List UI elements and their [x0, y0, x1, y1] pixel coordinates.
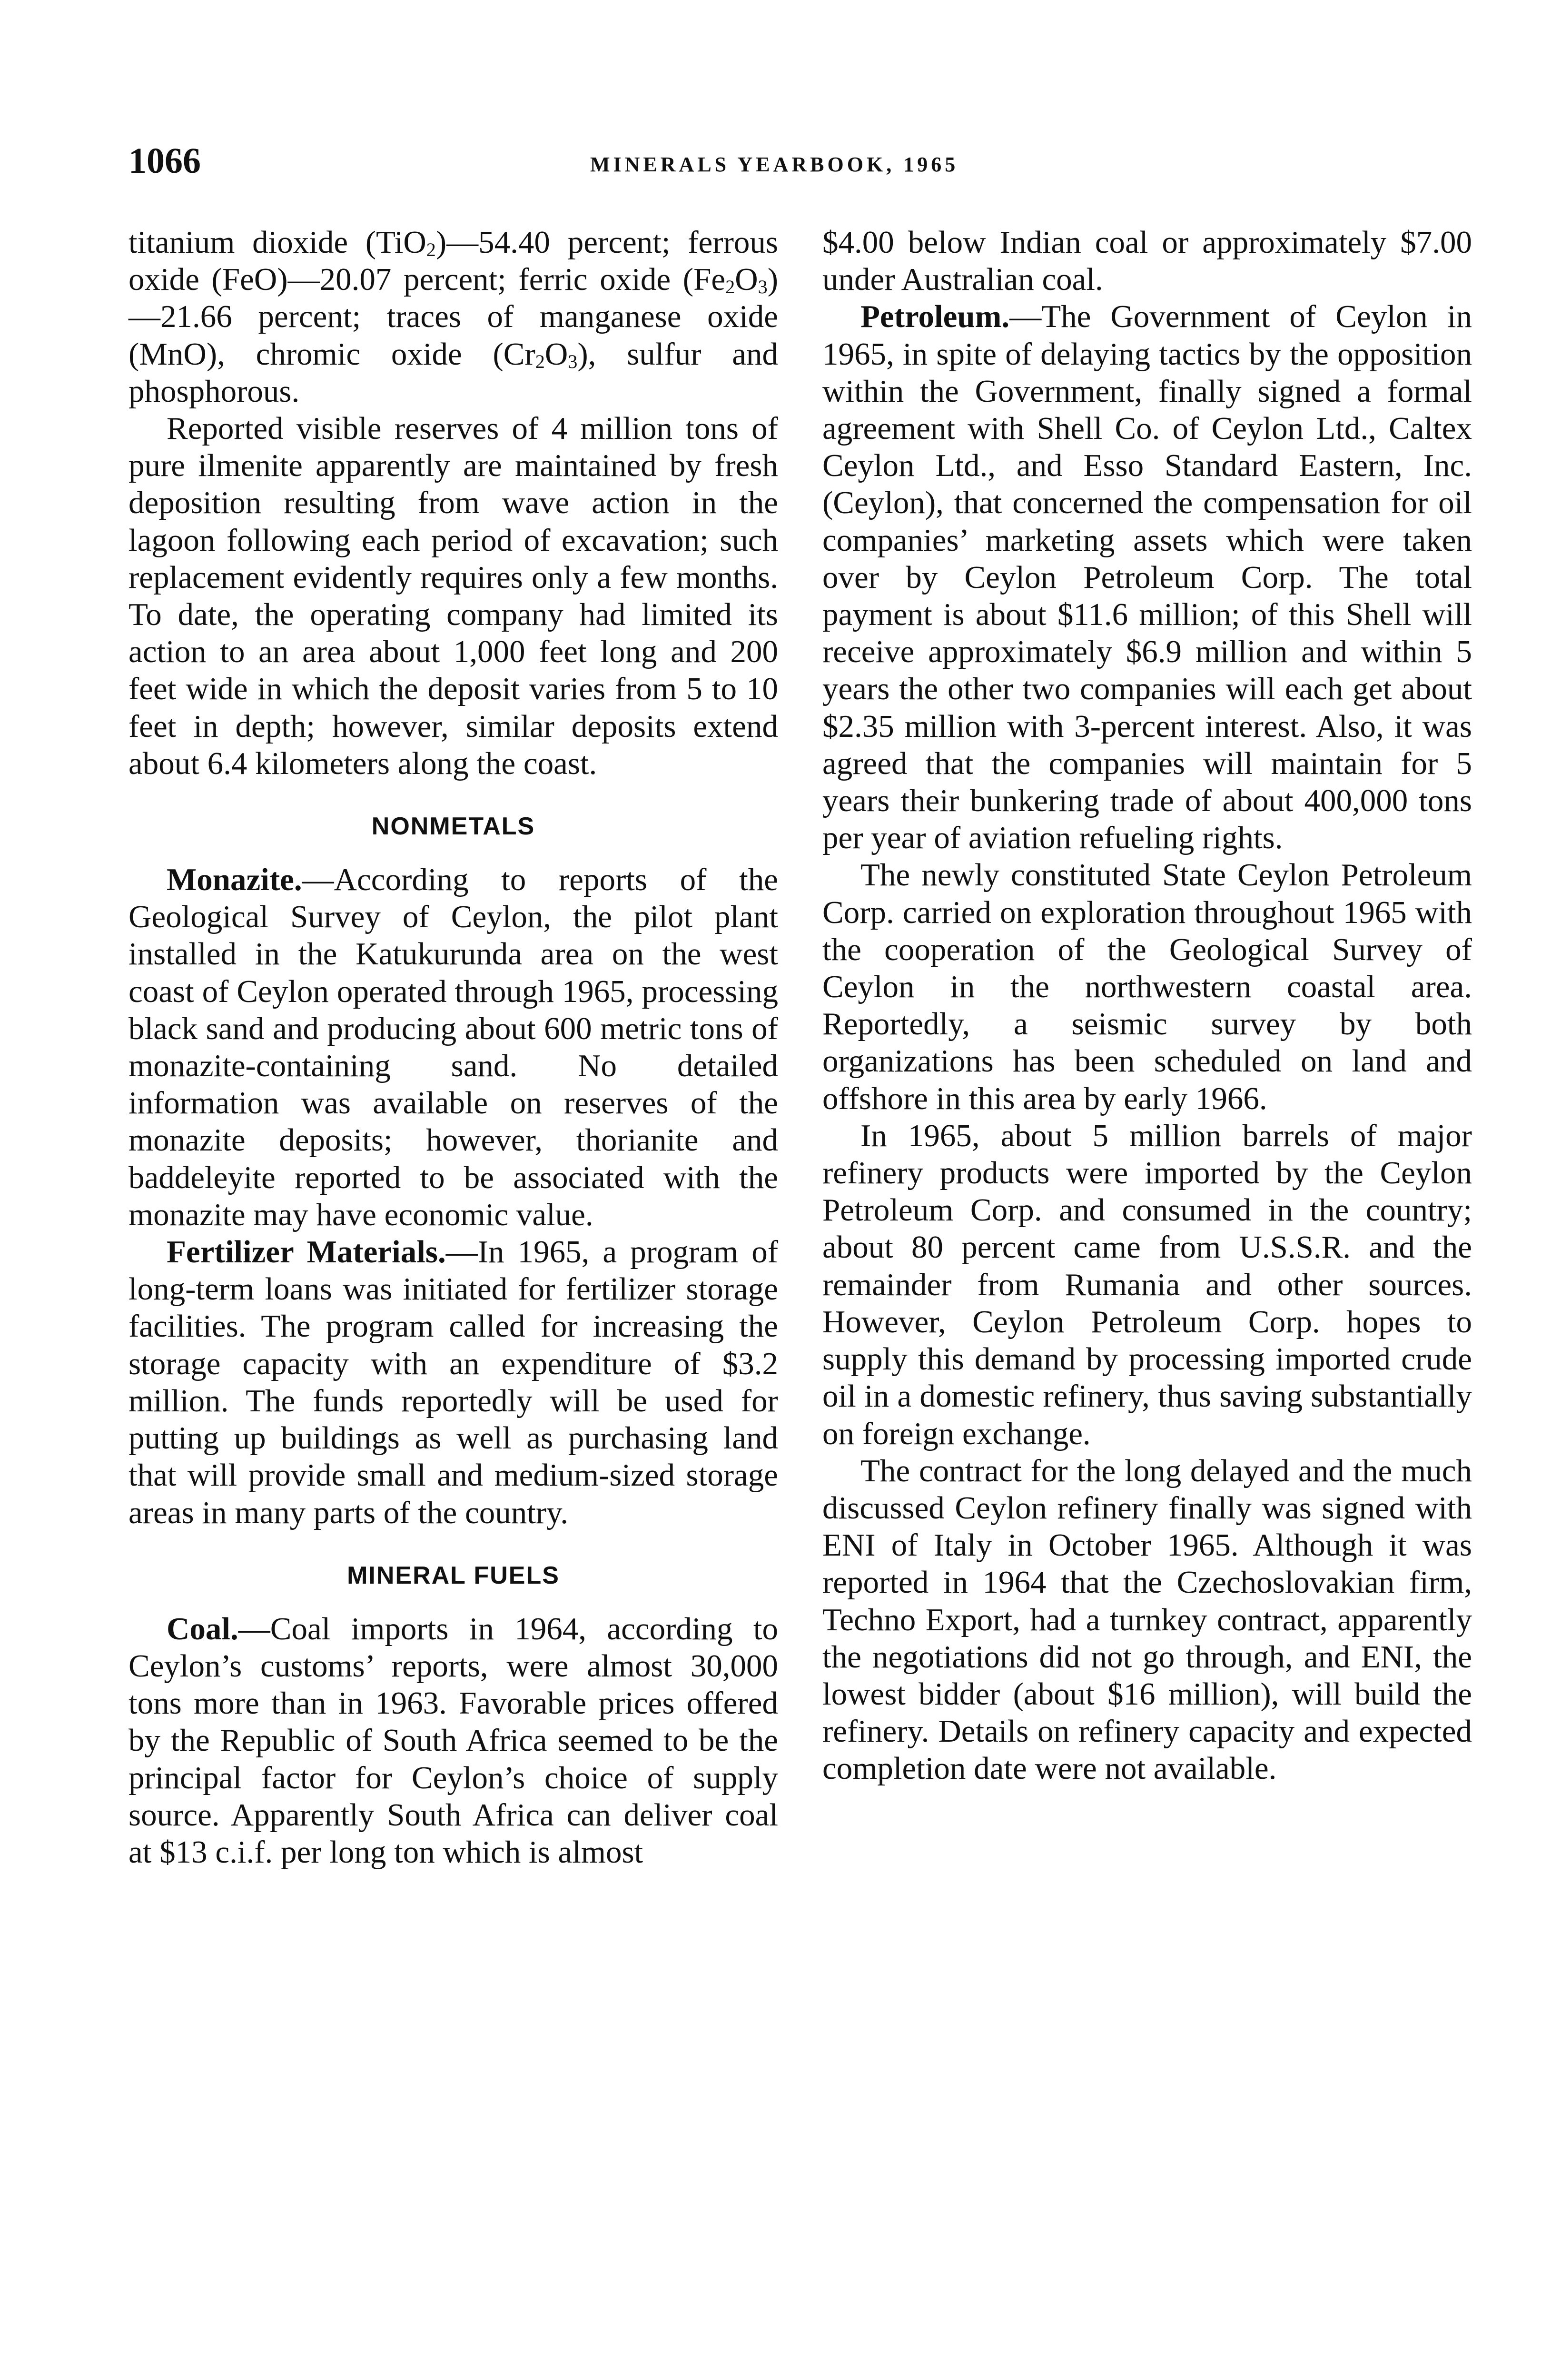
run-in-heading-fertilizer: Fertilizer Materials.	[167, 1234, 446, 1270]
subscript: 2	[426, 239, 436, 261]
composition-text: O	[544, 336, 568, 372]
fertilizer-text: —In 1965, a program of long-term loans was initiated for fertilizer storage facilities. The program called for increasing the storage capacity with an expenditure of $3.2 million. The funds reportedly will be used for putting up buildings as well as purchasing land that will provide small and medium-sized storage areas in many parts of the country.	[128, 1234, 779, 1530]
composition-text: ), sulfur and phosphorous.	[128, 336, 778, 409]
subscript: 3	[568, 350, 578, 372]
subscript: 2	[725, 276, 735, 298]
imports-paragraph: In 1965, about 5 million barrels of major refinery products were imported by the Ceylon Petroleum Corp. and consumed in the country; about 80 percent came from U.S.S.R. and the remainder from Rumania and other sources. However, Ceylon Petroleum Corp. hopes to supply this demand by processing imported crude oil in a domestic refinery, thus saving substantially on foreign exchange.	[822, 1118, 1472, 1451]
fertilizer-paragraph	[128, 1233, 778, 1531]
composition-paragraph	[128, 224, 778, 410]
right-column	[822, 224, 1472, 1787]
section-heading-mineral-fuels: MINERAL FUELS	[347, 1561, 560, 1589]
composition-text: )—21.66 percent; traces of manganese oxide (MnO), chromic oxide (Cr	[128, 262, 778, 372]
monazite-text: —According to reports of the Geological Survey of Ceylon, the pilot plant installed in the Katukurunda area on the west coast of Ceylon operated through 1965, processing black sand and producing about 600 metric tons of monazite-containing sand. No detailed information was available on reserves of the monazite deposits; however, thorianite and baddeleyite reported to be associated with the monazite may have economic value.	[128, 862, 778, 1232]
coal-text: —Coal imports in 1964, according to Ceylon’s customs’ reports, were almost 30,000 tons more than in 1963. Favorable prices offered by the Republic of South Africa seemed to be the principal factor for Ceylon’s choice of supply source. Apparently South Africa can deliver coal at $13 c.i.f. per long ton which is almost	[128, 1611, 778, 1870]
page-number: 1066	[128, 141, 201, 181]
subscript: 2	[535, 350, 545, 372]
run-in-heading-monazite: Monazite.	[167, 862, 302, 898]
run-in-heading-coal: Coal.	[167, 1611, 238, 1646]
composition-text: O	[735, 262, 758, 298]
petroleum-paragraph	[822, 298, 1472, 856]
coal-paragraph	[128, 1610, 778, 1871]
petroleum-text: —The Government of Ceylon in 1965, in spite of delaying tactics by the opposition within the Government, finally signed a formal agreement with Shell Co. of Ceylon Ltd., Caltex Ceylon Ltd., and Esso Standard Eastern, Inc. (Ceylon), that concerned the compensation for oil companies’ marketing assets which were taken over by Ceylon Petroleum Corp. The total payment is about $11.6 million; of this Shell will receive approximately $6.9 million and within 5 years the other two companies will each get about $2.35 million with 3-percent interest. Also, it was agreed that the companies will maintain for 5 years their bunkering trade of about 400,000 tons per year of aviation refueling rights.	[822, 299, 1472, 856]
ilmenite-reserves-paragraph: Reported visible reserves of 4 million tons of pure ilmenite apparently are maintained by fresh deposition resulting from wave action in the lagoon following each period of excavation; such replacement evidently requires only a few months. To date, the operating company had limited its action to an area about 1,000 feet long and 200 feet wide in which the deposit varies from 5 to 10 feet in depth; however, similar deposits extend about 6.4 kilometers along the coast.	[128, 411, 778, 781]
composition-text: titanium dioxide (TiO	[128, 225, 426, 260]
refinery-contract-paragraph: The contract for the long delayed and the much discussed Ceylon refinery finally was signed with ENI of Italy in October 1965. Although it was reported in 1964 that the Czechoslovakian firm, Techno Export, had a turnkey contract, apparently the negotiations did not go through, and ENI, the lowest bidder (about $16 million), will build the refinery. Details on refinery capacity and expected completion date were not available.	[822, 1453, 1472, 1786]
run-in-heading-petroleum: Petroleum.	[860, 299, 1010, 335]
left-column	[128, 224, 778, 1871]
monazite-paragraph	[128, 861, 778, 1233]
coal-continuation-paragraph: $4.00 below Indian coal or approximately $7.00 under Australian coal.	[822, 225, 1472, 298]
exploration-paragraph: The newly constituted State Ceylon Petroleum Corp. carried on exploration throughout 1965 with the cooperation of the Geological Survey of Ceylon in the northwestern coastal area. Reportedly, a seismic survey by both organizations has been scheduled on land and offshore in this area by early 1966.	[822, 857, 1472, 1116]
composition-text: )—54.40 percent; ferrous oxide (FeO)—20.07 percent; ferric oxide (Fe	[128, 225, 778, 298]
subscript: 3	[758, 276, 768, 298]
section-heading-nonmetals: NONMETALS	[371, 813, 535, 841]
running-title: MINERALS YEARBOOK, 1965	[590, 153, 959, 176]
